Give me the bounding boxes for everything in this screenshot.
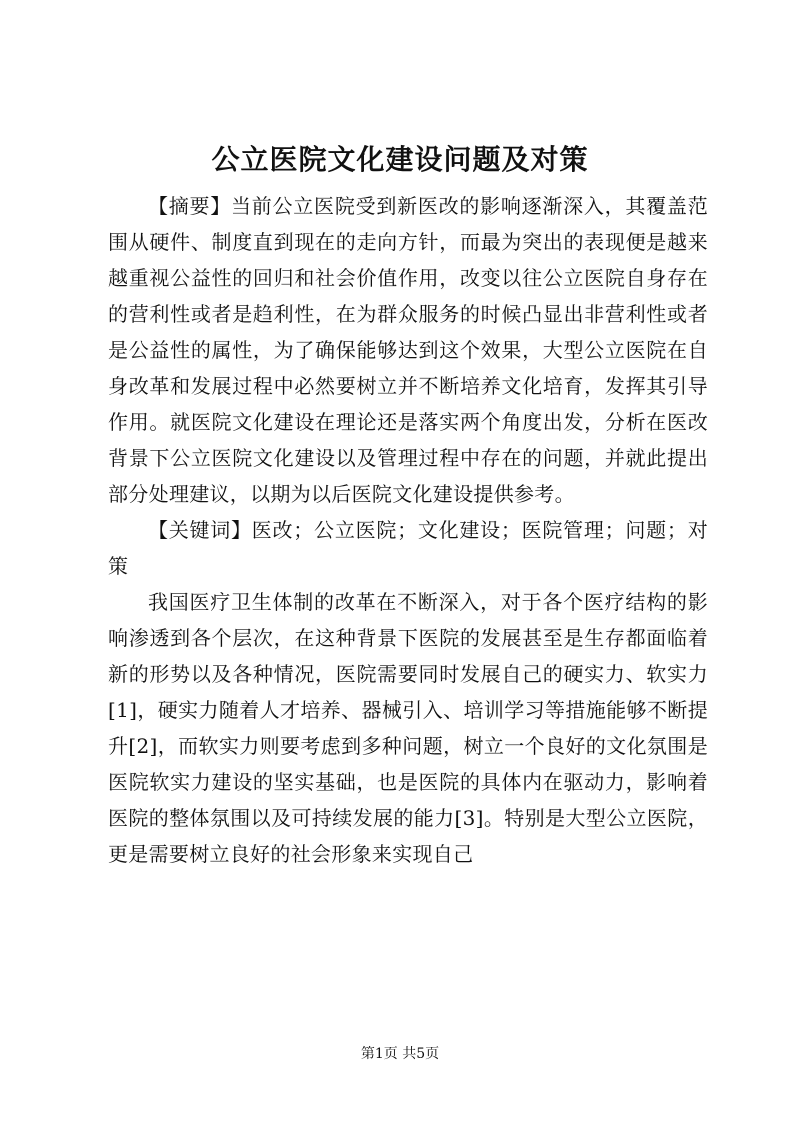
document-body: [108, 188, 708, 872]
body-paragraph: 我国医疗卫生体制的改革在不断深入，对于各个医疗结构的影响渗透到各个层次，在这种背景下医院的发展甚至是生存都面临着新的形势以及各种情况，医院需要同时发展自己的硬实力、软实力[1]，硬实力随着人才培养、器械引入、培训学习等措施能够不断提升[2]，而软实力则要考虑到多种问题，树立一个良好的文化氛围是医院软实力建设的坚实基础，也是医院的具体内在驱动力，影响着医院的整体氛围以及可持续发展的能力[3]。特别是大型公立医院，更是需要树立良好的社会形象来实现自己: [108, 590, 708, 866]
page-footer: 第1页 共5页: [360, 1046, 440, 1062]
document-title: 公立医院文化建设问题及对策: [211, 143, 589, 176]
abstract-paragraph: 【摘要】当前公立医院受到新医改的影响逐渐深入，其覆盖范围从硬件、制度直到现在的走向方针，而最为突出的表现便是越来越重视公益性的回归和社会价值作用，改变以往公立医院自身存在的营利性或者是趋利性，在为群众服务的时候凸显出非营利性或者是公益性的属性，为了确保能够达到这个效果，大型公立医院在自身改革和发展过程中必然要树立并不断培养文化培育，发挥其引导作用。就医院文化建设在理论还是落实两个角度出发，分析在医改背景下公立医院文化建设以及管理过程中存在的问题，并就此提出部分处理建议，以期为以后医院文化建设提供参考。: [108, 194, 708, 506]
keywords-paragraph: 【关键词】医改；公立医院；文化建设；医院管理；问题；对策: [108, 518, 708, 578]
